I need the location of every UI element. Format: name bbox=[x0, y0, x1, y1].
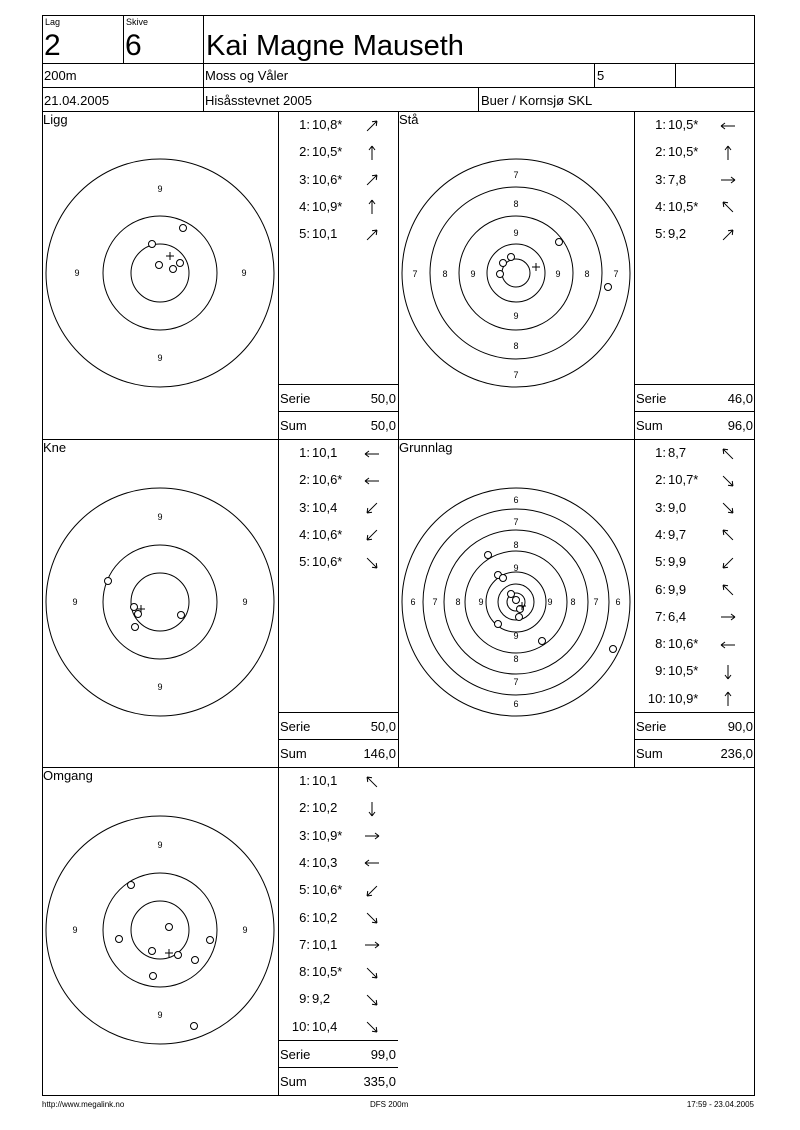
divider bbox=[594, 63, 595, 88]
shot-number: 5: bbox=[655, 554, 666, 570]
ring-number: 8 bbox=[584, 269, 590, 279]
shot-score: 10,6* bbox=[312, 882, 343, 898]
shot-hole bbox=[495, 621, 502, 628]
arrow-up-right-icon bbox=[718, 227, 738, 243]
sum-value: 50,0 bbox=[370, 418, 396, 433]
section-title-kne: Kne bbox=[43, 440, 67, 455]
serie-row-ligg bbox=[278, 384, 398, 412]
ring-number: 9 bbox=[72, 925, 78, 935]
arrow-up-right-icon bbox=[362, 172, 382, 188]
date: 21.04.2005 bbox=[44, 93, 110, 108]
center-of-group-mark bbox=[166, 252, 174, 260]
section-title-omgang: Omgang bbox=[43, 768, 93, 783]
shot-number: 7: bbox=[299, 936, 310, 952]
serie-label: Serie bbox=[636, 391, 667, 406]
target-kne bbox=[42, 440, 278, 760]
shot-row bbox=[278, 117, 382, 134]
shot-number: 1: bbox=[299, 773, 310, 788]
shot-score: 7,8 bbox=[668, 171, 687, 187]
shot-hole bbox=[135, 611, 142, 618]
shot-number: 1: bbox=[655, 445, 666, 460]
shot-number: 9: bbox=[299, 991, 310, 1007]
ring-number: 7 bbox=[513, 517, 519, 527]
shot-number: 3: bbox=[299, 499, 310, 515]
shot-hole bbox=[500, 575, 507, 582]
arrow-up-left-icon bbox=[718, 446, 738, 462]
ring-number: 9 bbox=[157, 1010, 163, 1020]
shot-score: 10,6* bbox=[312, 526, 343, 542]
shot-number: 10: bbox=[647, 690, 666, 706]
shot-row bbox=[634, 472, 738, 489]
ring-number: 9 bbox=[157, 353, 163, 363]
arrow-right-icon bbox=[718, 609, 738, 625]
arrow-down-left-icon bbox=[362, 527, 382, 543]
shot-number: 2: bbox=[299, 144, 310, 160]
shot-row bbox=[278, 199, 382, 216]
ring-number: 9 bbox=[513, 228, 519, 238]
arrow-down-right-icon bbox=[718, 500, 738, 516]
shot-row bbox=[278, 226, 382, 243]
shot-row bbox=[634, 445, 738, 462]
shot-number: 3: bbox=[655, 499, 666, 515]
lag-label: Lag bbox=[45, 17, 61, 27]
target-ring bbox=[131, 244, 189, 302]
shot-score: 10,6* bbox=[312, 472, 343, 488]
shot-number: 4: bbox=[655, 198, 666, 214]
shot-score: 10,9* bbox=[312, 198, 343, 214]
shot-hole bbox=[207, 937, 214, 944]
shot-number: 2: bbox=[655, 472, 666, 488]
shot-number: 1: bbox=[299, 117, 310, 132]
arrow-down-right-icon bbox=[362, 992, 382, 1008]
ring-number: 9 bbox=[478, 597, 484, 607]
shot-number: 6: bbox=[299, 909, 310, 925]
shot-score: 9,7 bbox=[668, 526, 687, 542]
shot-hole bbox=[149, 948, 156, 955]
shot-hole bbox=[610, 646, 617, 653]
shot-score: 10,1 bbox=[312, 773, 338, 788]
shot-number: 2: bbox=[299, 472, 310, 488]
shot-score: 9,2 bbox=[312, 991, 331, 1007]
arrow-up-icon bbox=[362, 145, 382, 161]
ring-number: 9 bbox=[241, 268, 247, 278]
shot-number: 1: bbox=[655, 117, 666, 132]
sum-value: 96,0 bbox=[727, 418, 753, 433]
shot-number: 5: bbox=[655, 226, 666, 242]
ring-number: 8 bbox=[570, 597, 576, 607]
arrow-up-right-icon bbox=[362, 227, 382, 243]
target-ring bbox=[103, 545, 217, 659]
ring-number: 9 bbox=[157, 840, 163, 850]
arrow-left-icon bbox=[362, 446, 382, 462]
arrow-up-right-icon bbox=[362, 118, 382, 134]
ring-number: 7 bbox=[593, 597, 599, 607]
target-ring bbox=[131, 573, 189, 631]
sum-value: 146,0 bbox=[363, 746, 396, 761]
shot-row bbox=[634, 663, 738, 680]
ring-number: 9 bbox=[157, 682, 163, 692]
sum-label: Sum bbox=[280, 1074, 307, 1089]
target-ligg bbox=[42, 112, 278, 432]
arrow-up-left-icon bbox=[718, 527, 738, 543]
arrow-up-left-icon bbox=[362, 774, 382, 790]
shot-row bbox=[634, 117, 738, 134]
shot-hole bbox=[485, 552, 492, 559]
shot-score: 10,5* bbox=[668, 663, 699, 679]
arrow-down-icon bbox=[718, 664, 738, 680]
shot-row bbox=[278, 144, 382, 161]
shot-number: 8: bbox=[655, 636, 666, 652]
serie-label: Serie bbox=[280, 1047, 311, 1062]
arrow-down-right-icon bbox=[718, 473, 738, 489]
shot-hole bbox=[105, 578, 112, 585]
shot-number: 5: bbox=[299, 554, 310, 570]
arrow-down-right-icon bbox=[362, 1019, 382, 1035]
arrow-right-icon bbox=[362, 937, 382, 953]
sum-label: Sum bbox=[280, 418, 307, 433]
shot-row bbox=[278, 800, 382, 817]
ring-number: 9 bbox=[72, 597, 78, 607]
shot-hole bbox=[175, 952, 182, 959]
shot-hole bbox=[556, 239, 563, 246]
ring-number: 9 bbox=[157, 512, 163, 522]
serie-label: Serie bbox=[280, 719, 311, 734]
arrow-up-left-icon bbox=[718, 582, 738, 598]
ring-number: 9 bbox=[555, 269, 561, 279]
shot-number: 2: bbox=[299, 800, 310, 816]
ring-number: 8 bbox=[513, 199, 519, 209]
shot-score: 10,9* bbox=[668, 690, 699, 706]
ring-number: 7 bbox=[513, 370, 519, 380]
shot-score: 10,9* bbox=[312, 827, 343, 843]
serie-value: 50,0 bbox=[370, 391, 396, 406]
shot-number: 3: bbox=[299, 827, 310, 843]
shot-hole bbox=[513, 597, 520, 604]
serie-value: 46,0 bbox=[727, 391, 753, 406]
header-lag-cell bbox=[42, 15, 124, 64]
ring-number: 8 bbox=[513, 654, 519, 664]
shot-hole bbox=[539, 638, 546, 645]
serie-row-kne bbox=[278, 712, 398, 740]
target-ring bbox=[430, 187, 602, 359]
shot-hole bbox=[516, 614, 523, 621]
center-of-group-mark bbox=[532, 263, 540, 271]
arrow-left-icon bbox=[362, 855, 382, 871]
ring-number: 7 bbox=[613, 269, 619, 279]
shooter-number: 5 bbox=[597, 68, 605, 83]
footer-timestamp: 17:59 - 23.04.2005 bbox=[686, 1100, 754, 1109]
header-skive-cell bbox=[123, 15, 204, 64]
shot-row bbox=[278, 882, 382, 899]
shot-row bbox=[278, 500, 382, 517]
shot-hole bbox=[180, 225, 187, 232]
skive-value: 6 bbox=[125, 29, 142, 62]
shot-number: 6: bbox=[655, 581, 666, 597]
ring-number: 6 bbox=[615, 597, 621, 607]
sum-label: Sum bbox=[636, 418, 663, 433]
header-row-2 bbox=[42, 63, 755, 88]
club: Moss og Våler bbox=[205, 68, 289, 83]
shot-hole bbox=[500, 260, 507, 267]
target-ring bbox=[103, 873, 217, 987]
serie-row-omgang bbox=[278, 1040, 398, 1068]
ring-number: 9 bbox=[242, 925, 248, 935]
arrow-down-left-icon bbox=[362, 883, 382, 899]
shot-score: 10,4 bbox=[312, 1018, 338, 1034]
header-name-cell bbox=[203, 15, 755, 64]
arrow-up-icon bbox=[362, 199, 382, 215]
arrow-down-right-icon bbox=[362, 965, 382, 981]
footer-program: DFS 200m bbox=[370, 1100, 409, 1109]
shot-number: 4: bbox=[655, 526, 666, 542]
shot-score: 10,1 bbox=[312, 445, 338, 460]
shot-number: 5: bbox=[299, 882, 310, 898]
sum-row-sta bbox=[634, 411, 755, 440]
shot-score: 10,2 bbox=[312, 800, 338, 816]
shot-hole bbox=[132, 624, 139, 631]
shot-score: 6,4 bbox=[668, 608, 687, 624]
arrow-left-icon bbox=[718, 118, 738, 134]
shot-score: 10,1 bbox=[312, 226, 338, 242]
arrow-right-icon bbox=[362, 828, 382, 844]
shot-row bbox=[634, 226, 738, 243]
arrow-down-right-icon bbox=[362, 910, 382, 926]
divider bbox=[675, 63, 676, 88]
shot-row bbox=[634, 582, 738, 599]
serie-row-sta bbox=[634, 384, 755, 412]
shot-hole bbox=[508, 254, 515, 261]
shot-score: 10,7* bbox=[668, 472, 699, 488]
shot-hole bbox=[605, 284, 612, 291]
shot-number: 5: bbox=[299, 226, 310, 242]
sum-label: Sum bbox=[280, 746, 307, 761]
shot-score: 10,3 bbox=[312, 854, 338, 870]
shot-hole bbox=[131, 604, 138, 611]
ring-number: 8 bbox=[455, 597, 461, 607]
serie-label: Serie bbox=[636, 719, 667, 734]
shot-score: 10,5* bbox=[312, 964, 343, 980]
shot-score: 10,1 bbox=[312, 936, 338, 952]
arrow-up-icon bbox=[718, 691, 738, 707]
shot-row bbox=[278, 527, 382, 544]
shot-row bbox=[634, 199, 738, 216]
shot-number: 4: bbox=[299, 198, 310, 214]
shot-hole bbox=[497, 271, 504, 278]
target-ring bbox=[487, 244, 545, 302]
shot-score: 10,6* bbox=[312, 554, 343, 570]
divider bbox=[478, 87, 479, 112]
ring-number: 9 bbox=[513, 563, 519, 573]
lag-value: 2 bbox=[44, 29, 61, 62]
shot-row bbox=[278, 472, 382, 489]
shot-row bbox=[634, 554, 738, 571]
target-ring bbox=[103, 216, 217, 330]
sum-value: 236,0 bbox=[720, 746, 753, 761]
footer-url: http://www.megalink.no bbox=[42, 1100, 125, 1109]
ring-number: 9 bbox=[470, 269, 476, 279]
shot-score: 10,5* bbox=[668, 144, 699, 160]
shot-row bbox=[634, 144, 738, 161]
ring-number: 7 bbox=[513, 170, 519, 180]
divider bbox=[203, 87, 204, 112]
arrow-left-icon bbox=[718, 637, 738, 653]
ring-number: 7 bbox=[432, 597, 438, 607]
shot-row bbox=[278, 172, 382, 189]
shot-row bbox=[634, 609, 738, 626]
shot-row bbox=[278, 445, 382, 462]
ring-number: 6 bbox=[410, 597, 416, 607]
serie-value: 90,0 bbox=[727, 719, 753, 734]
sum-row-omgang bbox=[278, 1067, 398, 1097]
shot-score: 9,0 bbox=[668, 499, 687, 515]
shot-score: 9,2 bbox=[668, 226, 687, 242]
sum-value: 335,0 bbox=[363, 1074, 396, 1089]
shot-hole bbox=[166, 924, 173, 931]
shot-row bbox=[278, 991, 382, 1008]
shot-hole bbox=[508, 591, 515, 598]
sum-label: Sum bbox=[636, 746, 663, 761]
ring-number: 6 bbox=[513, 495, 519, 505]
arrow-down-right-icon bbox=[362, 555, 382, 571]
ring-number: 9 bbox=[513, 311, 519, 321]
shot-row bbox=[634, 500, 738, 517]
ring-number: 6 bbox=[513, 699, 519, 709]
shot-row bbox=[278, 937, 382, 954]
shot-row bbox=[278, 828, 382, 845]
shot-score: 10,8* bbox=[312, 117, 343, 132]
shot-number: 4: bbox=[299, 854, 310, 870]
shot-number: 3: bbox=[299, 171, 310, 187]
shot-row bbox=[634, 172, 738, 189]
shot-score: 10,5* bbox=[668, 198, 699, 214]
serie-label: Serie bbox=[280, 391, 311, 406]
shot-number: 2: bbox=[655, 144, 666, 160]
shot-hole bbox=[156, 262, 163, 269]
section-title-ligg: Ligg bbox=[43, 112, 68, 127]
shot-score: 10,5* bbox=[668, 117, 699, 132]
serie-row-grunnlag bbox=[634, 712, 755, 740]
shot-score: 10,6* bbox=[668, 636, 699, 652]
event-name: Hisåsstevnet 2005 bbox=[205, 93, 312, 108]
shot-number: 3: bbox=[655, 171, 666, 187]
shot-row bbox=[634, 527, 738, 544]
target-sta bbox=[398, 112, 634, 432]
arrow-down-left-icon bbox=[718, 555, 738, 571]
shot-score: 8,7 bbox=[668, 445, 687, 460]
ring-number: 9 bbox=[547, 597, 553, 607]
shot-row bbox=[278, 773, 382, 790]
section-title-sta: Stå bbox=[399, 112, 419, 127]
shot-row bbox=[634, 636, 738, 653]
shot-number: 8: bbox=[299, 964, 310, 980]
target-omgang bbox=[42, 768, 278, 1088]
shot-number: 4: bbox=[299, 526, 310, 542]
arrow-down-left-icon bbox=[362, 500, 382, 516]
shot-row bbox=[278, 1019, 382, 1036]
shot-row bbox=[634, 691, 738, 708]
arrow-up-left-icon bbox=[718, 199, 738, 215]
serie-value: 99,0 bbox=[370, 1047, 396, 1062]
shot-hole bbox=[128, 882, 135, 889]
shot-score: 9,9 bbox=[668, 581, 687, 597]
shot-row bbox=[278, 855, 382, 872]
target-grunnlag bbox=[398, 440, 634, 760]
shooter-name: Kai Magne Mauseth bbox=[206, 30, 464, 62]
target-ring bbox=[402, 159, 630, 387]
shot-hole bbox=[192, 957, 199, 964]
ring-number: 8 bbox=[513, 540, 519, 550]
shot-score: 10,2 bbox=[312, 909, 338, 925]
venue: Buer / Kornsjø SKL bbox=[481, 93, 593, 108]
shot-score: 10,6* bbox=[312, 171, 343, 187]
ring-number: 8 bbox=[442, 269, 448, 279]
sum-row-kne bbox=[278, 739, 398, 768]
shot-number: 7: bbox=[655, 608, 666, 624]
shot-row bbox=[278, 910, 382, 927]
center-of-group-mark bbox=[165, 949, 173, 957]
ring-number: 9 bbox=[242, 597, 248, 607]
ring-number: 7 bbox=[513, 677, 519, 687]
arrow-up-icon bbox=[718, 145, 738, 161]
sum-row-grunnlag bbox=[634, 739, 755, 768]
ring-number: 9 bbox=[157, 184, 163, 194]
header-row-3 bbox=[42, 87, 755, 112]
shot-number: 10: bbox=[291, 1018, 310, 1034]
shot-row bbox=[278, 554, 382, 571]
ring-number: 9 bbox=[74, 268, 80, 278]
shot-score: 10,4 bbox=[312, 499, 338, 515]
shot-score: 10,5* bbox=[312, 144, 343, 160]
divider bbox=[203, 63, 204, 88]
section-title-grunnlag: Grunnlag bbox=[399, 440, 453, 455]
ring-number: 9 bbox=[513, 631, 519, 641]
distance: 200m bbox=[44, 68, 77, 83]
shot-score: 9,9 bbox=[668, 554, 687, 570]
ring-number: 7 bbox=[412, 269, 418, 279]
shot-hole bbox=[149, 241, 156, 248]
sum-row-ligg bbox=[278, 411, 398, 440]
target-ring bbox=[131, 901, 189, 959]
shot-hole bbox=[177, 260, 184, 267]
arrow-left-icon bbox=[362, 473, 382, 489]
arrow-right-icon bbox=[718, 172, 738, 188]
skive-label: Skive bbox=[126, 17, 149, 27]
shot-hole bbox=[150, 973, 157, 980]
serie-value: 50,0 bbox=[370, 719, 396, 734]
shot-number: 9: bbox=[655, 663, 666, 679]
shot-hole bbox=[170, 266, 177, 273]
ring-number: 8 bbox=[513, 341, 519, 351]
shot-hole bbox=[178, 612, 185, 619]
shot-number: 1: bbox=[299, 445, 310, 460]
shot-hole bbox=[191, 1023, 198, 1030]
arrow-down-icon bbox=[362, 801, 382, 817]
shot-row bbox=[278, 964, 382, 981]
shot-hole bbox=[116, 936, 123, 943]
